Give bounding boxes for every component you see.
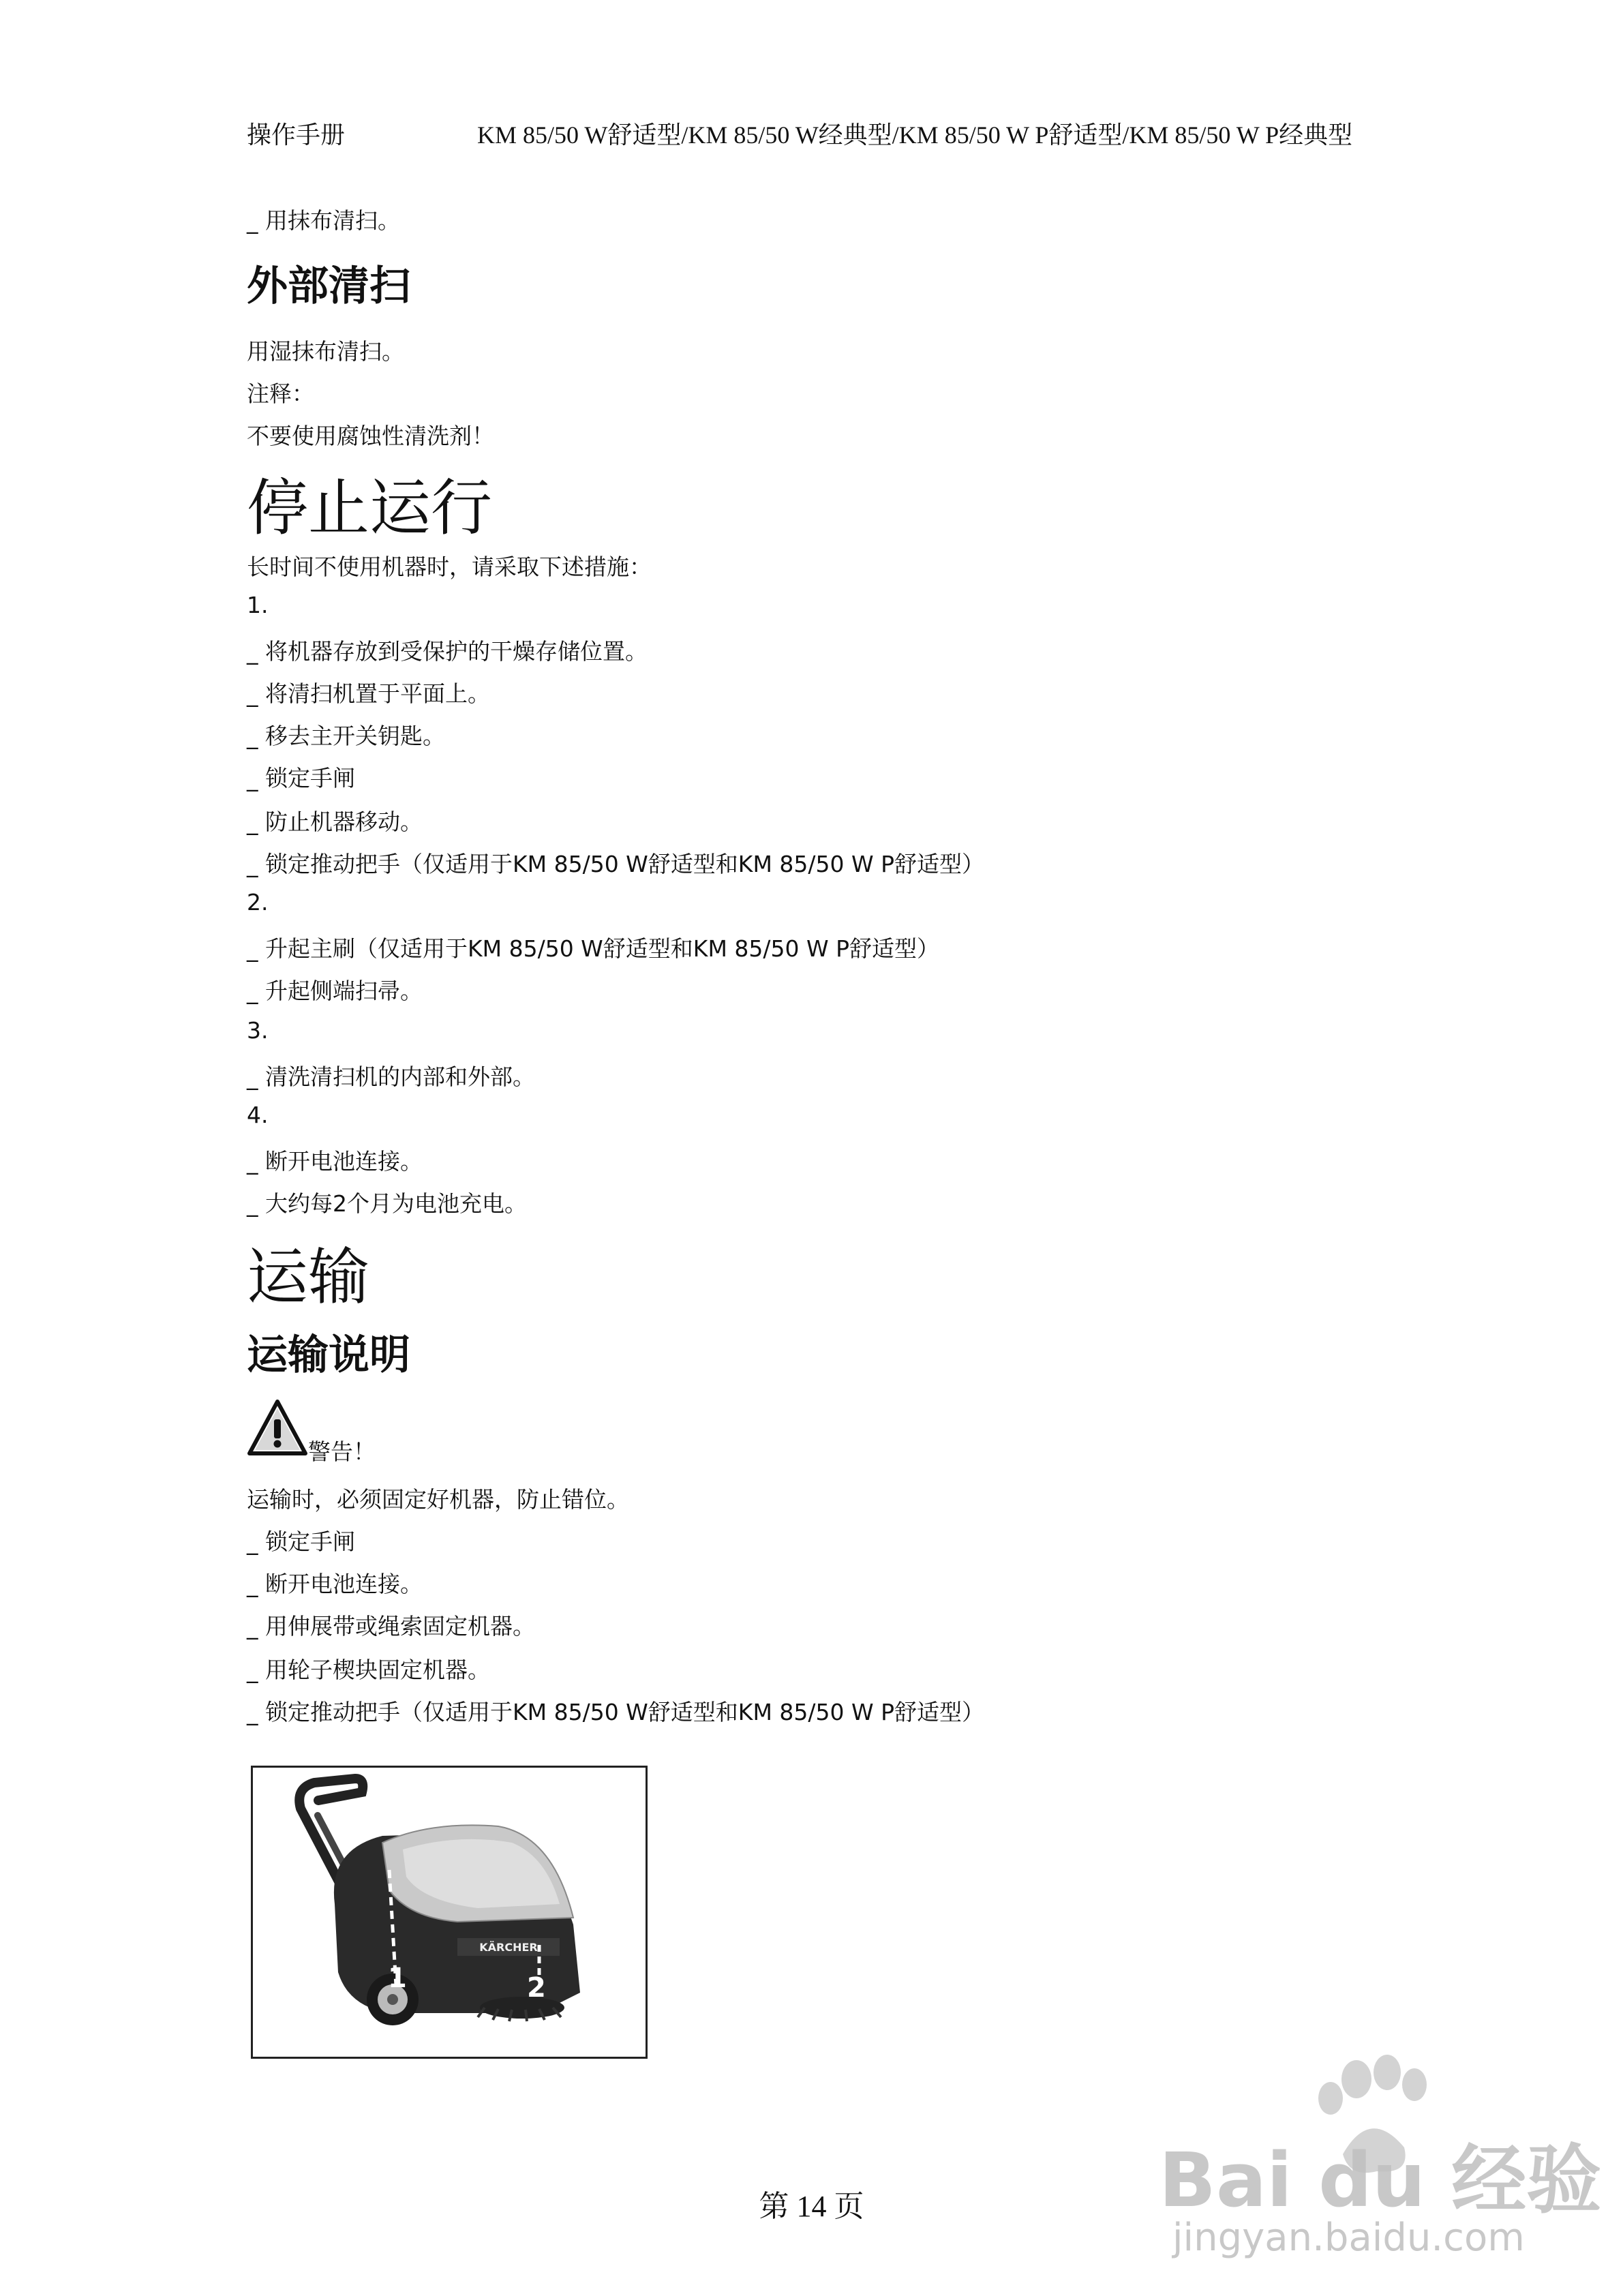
brand-label: KÄRCHER [479,1941,538,1954]
list-item: _ 移去主开关钥匙。 [247,723,445,749]
heading-stop-operation: 停止运行 [247,472,492,544]
list-item: _ 大约每2个月为电池充电。 [247,1190,527,1217]
text-line: 长时间不使用机器时，请采取下述措施： [247,554,652,580]
text-line: 不要使用腐蚀性清洗剂！ [247,423,494,449]
list-item: _ 清洗清扫机的内部和外部。 [247,1063,535,1090]
warning-label: 警告！ [308,1438,376,1465]
list-number: 1. [247,592,269,618]
warning-triangle-icon [247,1399,308,1456]
header-left: 操作手册 [247,121,346,149]
text-line: 注释： [247,380,314,407]
baidu-watermark [1152,2045,1602,2277]
page-number: 第 14 页 [759,2190,864,2223]
list-item: _ 用轮子楔块固定机器。 [247,1657,490,1683]
list-item: _ 锁定推动把手（仅适用于KM 85/50 W舒适型和KM 85/50 W P舒适型） [247,851,985,877]
sweeper-figure [251,1766,648,2059]
heading-transport-notes: 运输说明 [247,1331,410,1379]
figure-label-2: 2 [527,1972,546,2004]
list-item: _ 升起侧端扫帚。 [247,978,423,1004]
list-item: _ 将清扫机置于平面上。 [247,680,490,707]
list-item: _ 锁定手闸 [247,765,355,791]
text-line: 用湿抹布清扫。 [247,338,404,365]
list-item: _ 防止机器移动。 [247,809,423,835]
list-number: 4. [247,1102,269,1128]
figure-label-1: 1 [388,1963,407,1994]
list-item: _ 锁定手闸 [247,1528,355,1555]
text-line: 运输时，必须固定好机器，防止错位。 [247,1486,629,1513]
header-right: KM 85/50 W舒适型/KM 85/50 W经典型/KM 85/50 W P舒适型/KM 85/50 W P经典型 [477,121,1353,149]
list-item: _ 将机器存放到受保护的干燥存储位置。 [247,638,648,665]
list-number: 2. [247,889,269,916]
list-item: _ 升起主刷（仅适用于KM 85/50 W舒适型和KM 85/50 W P舒适型） [247,935,940,962]
watermark-logo-text: Bai du 经验 [1159,2136,1602,2224]
text-line: _ 用抹布清扫。 [247,207,400,234]
watermark-url: jingyan.baidu.com [1172,2216,1525,2260]
list-item: _ 断开电池连接。 [247,1148,423,1175]
list-item: _ 用伸展带或绳索固定机器。 [247,1613,535,1640]
heading-external-cleaning: 外部清扫 [247,262,410,310]
sweeper-machine-illustration [253,1768,646,2057]
list-number: 3. [247,1017,269,1044]
list-item: _ 断开电池连接。 [247,1571,423,1597]
heading-transport: 运输 [247,1241,369,1313]
list-item: _ 锁定推动把手（仅适用于KM 85/50 W舒适型和KM 85/50 W P舒适型） [247,1699,985,1725]
